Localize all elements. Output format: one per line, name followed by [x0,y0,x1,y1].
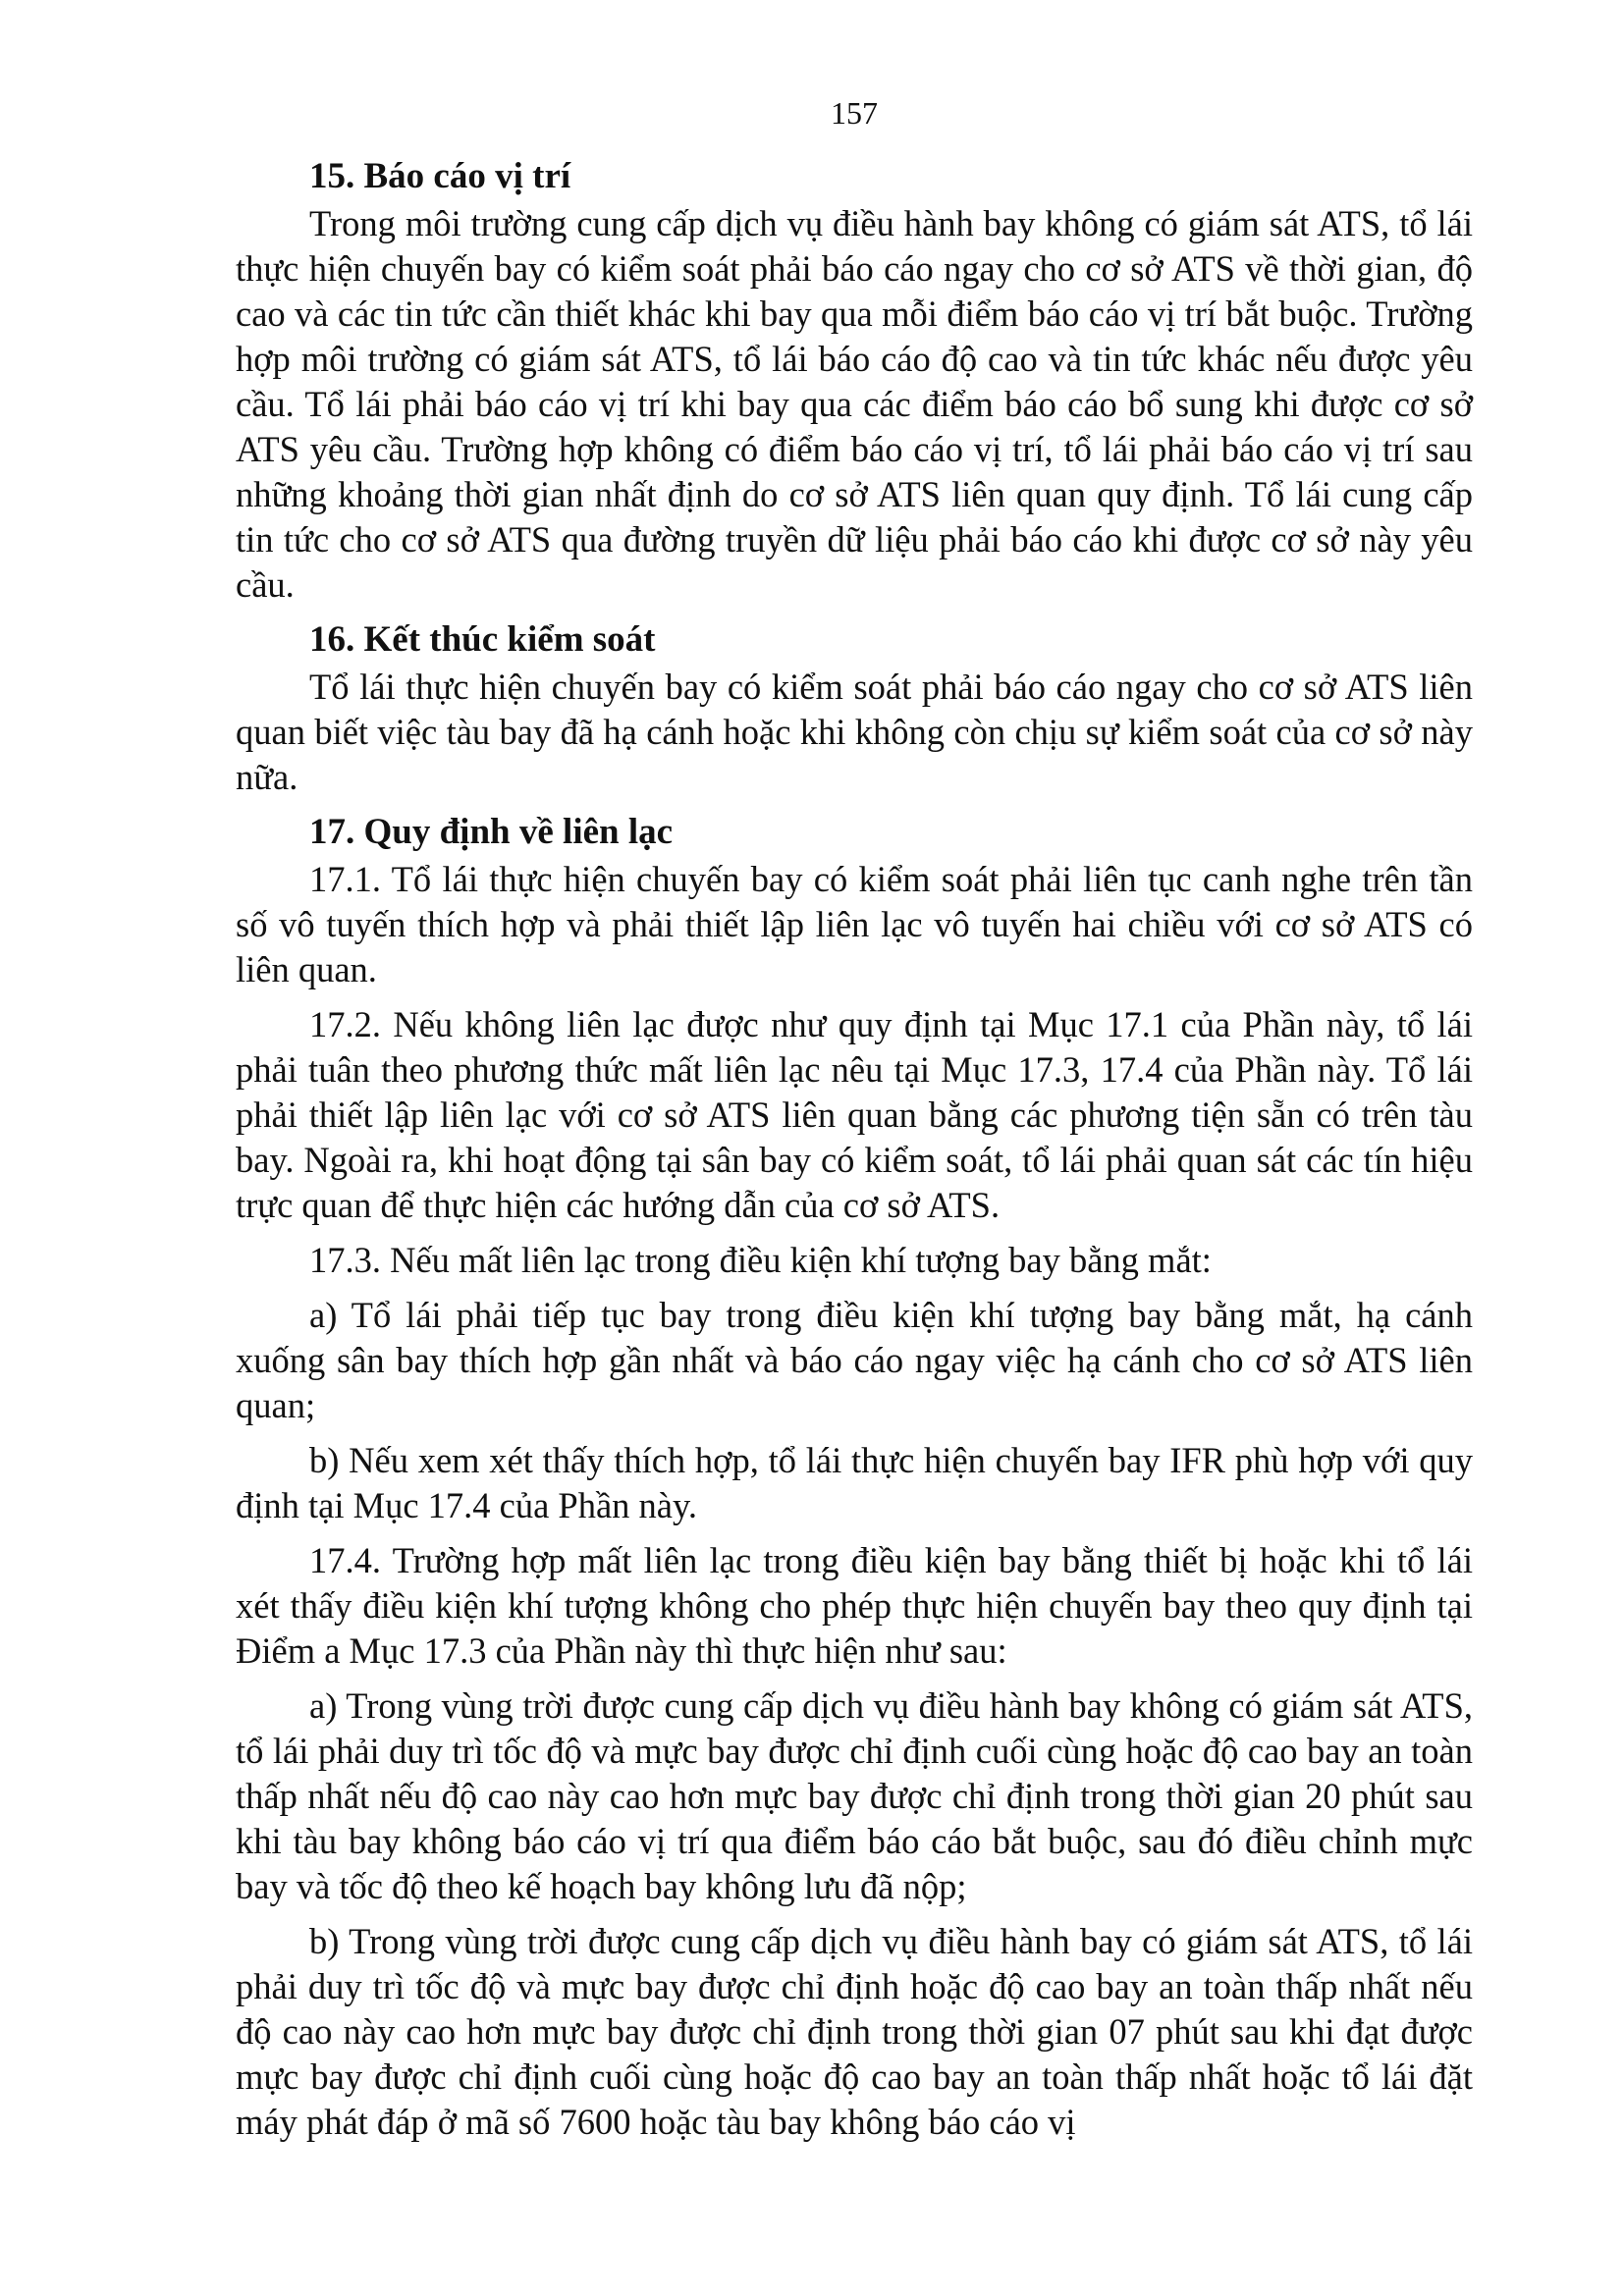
clause-17-3-b: b) Nếu xem xét thấy thích hợp, tổ lái thực hiện chuyến bay IFR phù hợp với quy định tại Mục 17.4 của Phần này. [236,1440,1473,1525]
page-number: 157 [831,95,878,131]
clause-17-4-a: a) Trong vùng trời được cung cấp dịch vụ điều hành bay không có giám sát ATS, tổ lái phải duy trì tốc độ và mực bay được chỉ định cuối cùng hoặc độ cao bay an toàn thấp nhất nếu độ cao này cao hơn mực bay được chỉ định trong thời gian 20 phút sau khi tàu bay không báo cáo vị trí qua điểm báo cáo bắt buộc, sau đó điều chỉnh mực bay và tốc độ theo kế hoạch bay không lưu đã nộp; [236,1685,1473,1906]
clause-17-2: 17.2. Nếu không liên lạc được như quy định tại Mục 17.1 của Phần này, tổ lái phải tuân theo phương thức mất liên lạc nêu tại Mục 17.3, 17.4 của Phần này. Tổ lái phải thiết lập liên lạc với cơ sở ATS liên quan bằng các phương tiện sẵn có trên tàu bay. Ngoài ra, khi hoạt động tại sân bay có kiểm soát, tổ lái phải quan sát các tín hiệu trực quan để thực hiện các hướng dẫn của cơ sở ATS. [236,1004,1473,1225]
clause-17-1: 17.1. Tổ lái thực hiện chuyến bay có kiểm soát phải liên tục canh nghe trên tần số vô tuyến thích hợp và phải thiết lập liên lạc vô tuyến hai chiều với cơ sở ATS có liên quan. [236,859,1473,989]
section-15-paragraph: Trong môi trường cung cấp dịch vụ điều hành bay không có giám sát ATS, tổ lái thực hiện chuyến bay có kiểm soát phải báo cáo ngay cho cơ sở ATS về thời gian, độ cao và các tin tức cần thiết khác khi bay qua mỗi điểm báo cáo vị trí bắt buộc. Trường hợp môi trường có giám sát ATS, tổ lái báo cáo độ cao và tin tức khác nếu được yêu cầu. Tổ lái phải báo cáo vị trí khi bay qua các điểm báo cáo bổ sung khi được cơ sở ATS yêu cầu. Trường hợp không có điểm báo cáo vị trí, tổ lái phải báo cáo vị trí sau những khoảng thời gian nhất định do cơ sở ATS liên quan quy định. Tổ lái cung cấp tin tức cho cơ sở ATS qua đường truyền dữ liệu phải báo cáo khi được cơ sở này yêu cầu. [236,203,1473,605]
clause-17-4-b: b) Trong vùng trời được cung cấp dịch vụ điều hành bay có giám sát ATS, tổ lái phải duy trì tốc độ và mực bay được chỉ định hoặc độ cao bay an toàn thấp nhất nếu độ cao này cao hơn mực bay được chỉ định trong thời gian 07 phút sau khi đạt được mực bay được chỉ định cuối cùng hoặc độ cao bay an toàn thấp nhất hoặc tổ lái đặt máy phát đáp ở mã số 7600 hoặc tàu bay không báo cáo vị [236,1921,1473,2142]
document-page [236,93,1473,2204]
clause-17-3-a: a) Tổ lái phải tiếp tục bay trong điều kiện khí tượng bay bằng mắt, hạ cánh xuống sân bay thích hợp gần nhất và báo cáo ngay việc hạ cánh cho cơ sở ATS liên quan; [236,1295,1473,1425]
clause-17-3: 17.3. Nếu mất liên lạc trong điều kiện khí tượng bay bằng mắt: [309,1240,1212,1280]
section-heading-16: 16. Kết thúc kiểm soát [309,619,656,660]
section-heading-17: 17. Quy định về liên lạc [309,812,674,852]
clause-17-4: 17.4. Trường hợp mất liên lạc trong điều kiện bay bằng thiết bị hoặc khi tổ lái xét thấy điều kiện khí tượng không cho phép thực hiện chuyến bay theo quy định tại Điểm a Mục 17.3 của Phần này thì thực hiện như sau: [236,1540,1473,1671]
section-16-paragraph: Tổ lái thực hiện chuyến bay có kiểm soát phải báo cáo ngay cho cơ sở ATS liên quan biết việc tàu bay đã hạ cánh hoặc khi không còn chịu sự kiểm soát của cơ sở này nữa. [236,667,1473,797]
section-heading-15: 15. Báo cáo vị trí [309,156,571,196]
